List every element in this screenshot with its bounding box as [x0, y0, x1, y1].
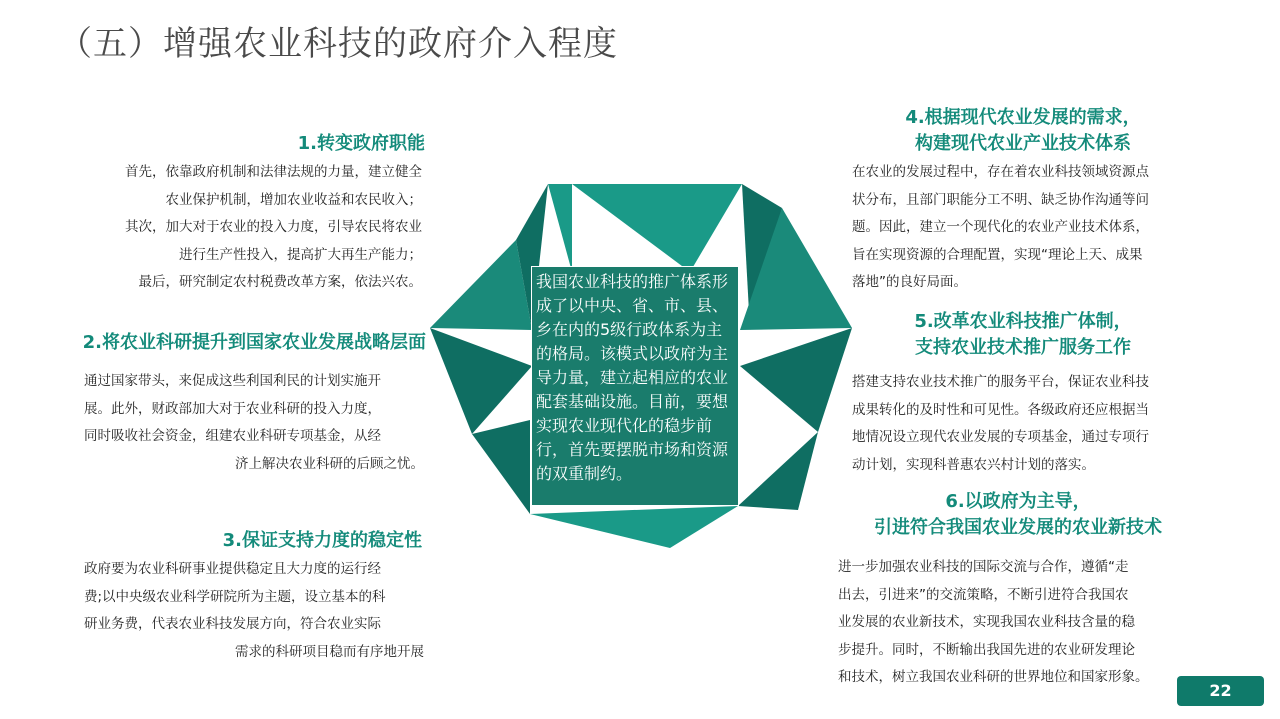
section-4-heading-line: 4.根据现代农业发展的需求，: [905, 107, 1141, 128]
section-6-line: 步提升。同时，不断输出我国先进的农业研发理论: [838, 641, 1135, 658]
center-text-box: 我国农业科技的推广体系形成了以中央、省、市、县、乡在内的5级行政体系为主的格局。该模式以政府为主导力量，建立起相应的农业配套基础设施。目前，要想实现农业现代化的稳步前行，首先要摆脱市场和资源的双重制约。: [531, 266, 739, 506]
star-segment-left-upper: [430, 240, 532, 330]
section-6-line: 和技术，树立我国农业科研的世界地位和国家形象。: [838, 669, 1149, 685]
section-1-line: 农业保护机制，增加农业收益和农民收入；: [165, 191, 422, 208]
section-5-heading-line: 5.改革农业科技推广体制，: [914, 311, 1132, 332]
section-2-body: [84, 368, 424, 478]
section-5-line: 地情况设立现代农业发展的专项基金，通过专项行: [852, 429, 1149, 445]
section-4-line: 题。因此，建立一个现代化的农业产业技术体系，: [852, 219, 1149, 235]
section-4-line: 在农业的发展过程中，存在着农业科技领域资源点: [852, 164, 1149, 180]
section-5-line: 动计划，实现科普惠农兴村计划的落实。: [852, 456, 1095, 473]
section-4-line: 落地”的良好局面。: [852, 274, 967, 290]
section-3-body: [84, 556, 424, 666]
section-5-line: 搭建支持农业技术推广的服务平台，保证农业科技: [852, 374, 1149, 390]
section-3-line: 政府要为农业科研事业提供稳定且大力度的运行经: [84, 561, 381, 577]
section-6-line: 业发展的农业新技术，实现我国农业科技含量的稳: [838, 614, 1135, 630]
section-3-heading: 3.保证支持力度的稳定性: [222, 530, 422, 551]
section-1-line: 首先，依靠政府机制和法律法规的力量，建立健全: [125, 164, 422, 180]
section-3-line: 费;以中央级农业科学研院所为主题，设立基本的科: [84, 588, 386, 605]
section-1-line: 进行生产性投入，提高扩大再生产能力；: [179, 246, 422, 263]
section-4-heading: [858, 105, 1188, 157]
section-1-line: 最后，研究制定农村税费改革方案，依法兴农。: [138, 274, 422, 290]
section-3-line: 需求的科研项目稳而有序地开展: [235, 643, 424, 660]
section-2-line: 通过国家带头，来促成这些利国利民的计划实施开: [84, 373, 381, 389]
section-6-line: 进一步加强农业科技的国际交流与合作，遵循“走: [838, 559, 1129, 575]
section-4-heading-line: 构建现代农业产业技术体系: [915, 133, 1131, 154]
slide-title: （五）增强农业科技的政府介入程度: [58, 24, 618, 64]
section-4-body: [852, 159, 1192, 297]
section-3-line: 研业务费，代表农业科技发展方向，符合农业实际: [84, 616, 381, 632]
section-6-heading: [848, 489, 1188, 541]
section-2-heading: 2.将农业科研提升到国家农业发展战略层面: [82, 332, 426, 353]
star-segment-left-lower: [430, 328, 532, 434]
star-segment-bottom: [530, 506, 738, 548]
section-2-line: 展。此外，财政部加大对于农业科研的投入力度，: [84, 400, 381, 417]
star-segment-bottom-left: [472, 420, 530, 514]
section-5-heading-line: 支持农业技术推广服务工作: [915, 337, 1131, 358]
section-5-body: [852, 369, 1192, 479]
section-1-body: [60, 159, 422, 297]
star-segment-right-lower: [740, 328, 852, 432]
star-segment-top-left: [548, 184, 572, 272]
section-6-body: [838, 554, 1178, 692]
section-4-line: 旨在实现资源的合理配置，实现“理论上天、成果: [852, 246, 1143, 263]
section-1-heading: 1.转变政府职能: [297, 133, 425, 154]
page-number-badge: 22: [1177, 676, 1264, 706]
section-1-line: 其次，加大对于农业的投入力度，引导农民将农业: [125, 219, 422, 235]
star-segment-bottom-right: [738, 432, 818, 510]
star-segment-top: [572, 184, 742, 272]
section-2-line: 济上解决农业科研的后顾之忧。: [235, 455, 424, 472]
section-6-line: 出去，引进来”的交流策略，不断引进符合我国农: [838, 586, 1129, 603]
section-6-heading-line: 引进符合我国农业发展的农业新技术: [874, 517, 1162, 538]
section-5-heading: [858, 309, 1188, 361]
section-4-line: 状分布，且部门职能分工不明、缺乏协作沟通等问: [852, 191, 1149, 208]
section-5-line: 成果转化的及时性和可见性。各级政府还应根据当: [852, 401, 1149, 418]
section-6-heading-line: 6.以政府为主导，: [945, 491, 1091, 512]
section-2-line: 同时吸收社会资金，组建农业科研专项基金，从经: [84, 428, 381, 444]
